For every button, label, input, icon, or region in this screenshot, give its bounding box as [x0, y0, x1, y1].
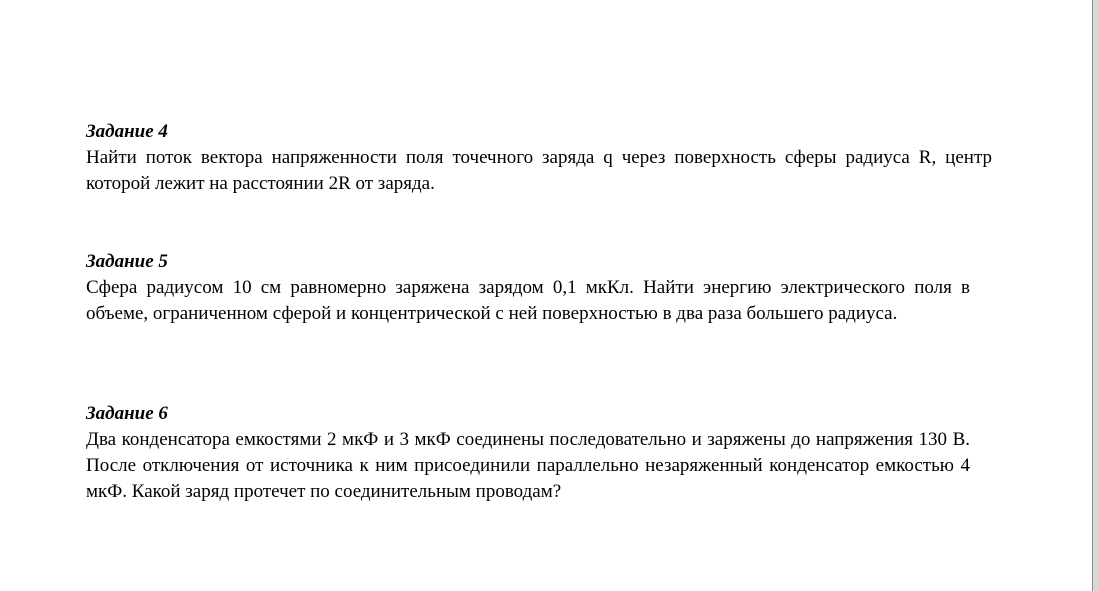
page-edge-scrollbar[interactable]: [1092, 0, 1099, 591]
task-text: Два конденсатора емкостями 2 мкФ и 3 мкФ соединены последовательно и заряжены до напряжения 130 В. После отключения от источника к ним присоединили параллельно незаряженный конденсатор емкостью 4 мкФ. Какой заряд протечет по соединительным проводам?: [86, 429, 970, 502]
task-block: [86, 401, 970, 505]
task-block: [86, 119, 992, 197]
task-title: Задание 5: [86, 251, 168, 272]
task-text: Сфера радиусом 10 см равномерно заряжена зарядом 0,1 мкКл. Найти энергию электрического поля в объеме, ограниченном сферой и концентрической с ней поверхностью в два раза большего радиуса.: [86, 277, 970, 324]
task-title: Задание 4: [86, 121, 168, 142]
task-block: [86, 249, 970, 327]
task-text: Найти поток вектора напряженности поля точечного заряда q через поверхность сферы радиуса R, центр которой лежит на расстоянии 2R от заряда.: [86, 147, 992, 194]
task-title: Задание 6: [86, 403, 168, 424]
